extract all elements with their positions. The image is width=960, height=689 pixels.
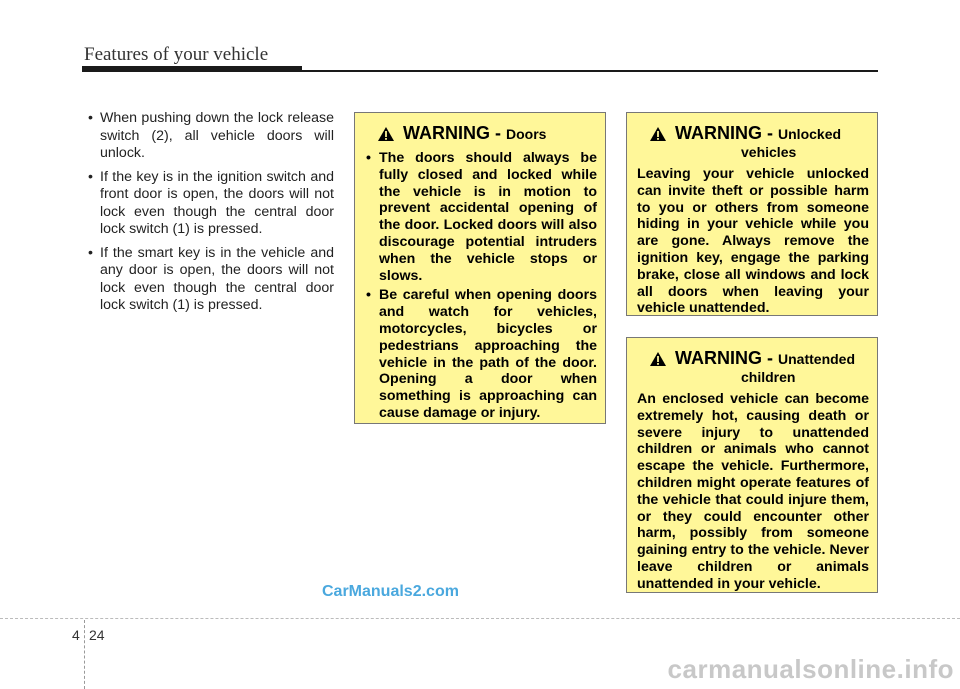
header-rule-thick xyxy=(82,66,302,72)
warning-topic: Unattended xyxy=(778,351,856,367)
chapter-number: 4 xyxy=(72,627,80,643)
warning-items xyxy=(365,150,597,422)
warning-body: Leaving your vehicle unlocked can invite theft or possible harm to you or others from someone hiding in your vehicle while you are gone. Always remove the ignition key, engage the parking brake, close all windows and lock all doors when leaving your vehicle unattended. xyxy=(637,166,869,317)
warning-box-doors xyxy=(354,112,606,424)
warning-label: WARNING - xyxy=(675,348,773,368)
page-number: 24 xyxy=(89,627,105,643)
page-header-title: Features of your vehicle xyxy=(84,44,269,65)
warning-triangle-icon xyxy=(649,126,667,142)
bullet-item: • If the key is in the ignition switch and front door is open, the doors will not lock even though the central door lock switch (1) is pressed. xyxy=(86,169,334,239)
bullet-item: • If the smart key is in the vehicle and any door is open, the doors will not lock even though the central door lock switch (1) is pressed. xyxy=(86,245,334,315)
warning-label: WARNING - xyxy=(403,123,501,143)
footer-site-watermark: carmanualsonline.info xyxy=(667,654,954,684)
warning-box-unlocked-vehicles xyxy=(626,112,878,316)
warning-topic: Doors xyxy=(506,126,547,142)
warning-topic-continued: children xyxy=(741,369,796,385)
warning-heading xyxy=(637,348,869,369)
warning-heading xyxy=(637,123,869,144)
warning-body: An enclosed vehicle can become extremely hot, causing death or severe injury to unattended children or animals who cannot escape the vehicle. Furthermore, children might operate features of the vehicle that could injure them, or they could encounter other harm, possibly from someone gaining entry to the vehicle. Never leave children or animals unattended in your vehicle. xyxy=(637,391,869,592)
watermark-link[interactable]: CarManuals2.com xyxy=(322,583,459,600)
warning-triangle-icon xyxy=(377,126,395,142)
header-rule-thin xyxy=(300,70,878,72)
warning-topic: Unlocked xyxy=(778,126,842,142)
warning-label: WARNING - xyxy=(675,123,773,143)
footer-divider xyxy=(0,618,960,619)
warning-box-unattended-children xyxy=(626,337,878,593)
page-number-divider xyxy=(84,620,86,689)
warning-heading xyxy=(365,123,597,144)
warning-topic-continued: vehicles xyxy=(741,144,797,160)
warning-item: • The doors should always be fully closed and locked while the vehicle is in motion to prevent accidental opening of the door. Locked doors will also discourage potential intruders when the vehicle stops or slows. xyxy=(365,150,597,284)
info-bullet-list xyxy=(86,110,334,321)
warning-item: • Be careful when opening doors and watch for vehicles, motorcycles, bicycles or pedestrians approaching the vehicle in the path of the door. Opening a door when something is approaching can cause damage or injury. xyxy=(365,287,597,421)
warning-triangle-icon xyxy=(649,351,667,367)
bullet-item: • When pushing down the lock release switch (2), all vehicle doors will unlock. xyxy=(86,110,334,163)
